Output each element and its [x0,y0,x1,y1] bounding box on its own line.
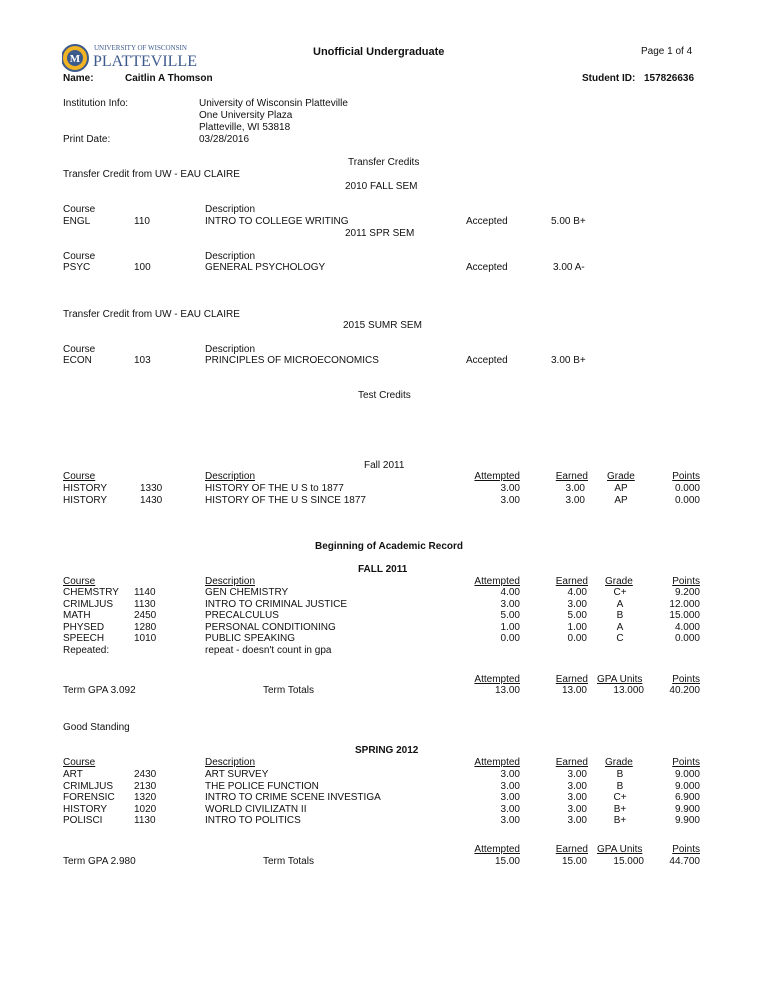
grade-value: A [616,598,624,610]
course-number: 1330 [140,483,163,494]
points-value: 12.000 [669,598,700,610]
attempted-header: Attempted [474,674,520,685]
totals-header-row [0,844,768,856]
description-header: Description [205,344,256,355]
total-points: 44.700 [669,856,700,867]
total-earned: 13.00 [561,685,587,696]
grade-value: B [616,780,624,792]
earned-header: Earned [555,844,588,855]
table-row [0,610,768,622]
svg-text:M: M [69,53,81,65]
grade-value: B [616,769,624,780]
points-header: Points [672,757,700,768]
name-label: Name: [63,73,94,84]
points-header: Points [672,674,700,685]
transfer-sem-1: 2010 FALL SEM [345,181,418,192]
course-subject: MATH [63,610,91,622]
term-totals-row [0,685,768,697]
attempted-header: Attempted [474,844,520,855]
course-number: 2130 [134,780,157,792]
grade-value: C+ [613,587,627,598]
print-date-label: Print Date: [63,134,111,145]
table-row [0,495,768,507]
course-header: Course [63,204,96,215]
course-description: GENERAL PSYCHOLOGY [205,262,326,273]
course-subject: FORENSIC [63,792,115,804]
course-number: 1010 [134,633,157,645]
term-heading-spring-2012: SPRING 2012 [355,745,419,756]
earned-value: 3.00 [567,815,587,827]
transfer-sem-2: 2011 SPR SEM [345,228,415,239]
table-row [0,633,768,645]
earned-header: Earned [555,471,588,482]
table-row [0,804,768,816]
course-number: 1130 [134,815,156,827]
earned-value: 1.00 [567,621,587,633]
description-header: Description [205,757,256,768]
term-totals-row [0,856,768,868]
grade-value: C+ [613,792,627,804]
institution-line2: One University Plaza [199,110,293,121]
course-description: INTRO TO CRIMINAL JUSTICE [205,598,348,610]
grade-value: B+ [613,803,627,815]
earned-header: Earned [555,576,588,587]
document-title: Unofficial Undergraduate [313,46,445,58]
course-description: WORLD CIVILIZATN II [205,803,307,815]
test-credits-heading: Test Credits [358,390,411,401]
transfer-status: Accepted [466,216,508,227]
points-value: 9.200 [674,587,700,598]
grade-header: Grade [605,576,633,587]
course-description: INTRO TO CRIME SCENE INVESTIGA [205,792,381,804]
course-number: 1130 [134,598,156,610]
earned-value: 3.00 [567,598,587,610]
attempted-header: Attempted [474,471,520,482]
attempted-value: 3.00 [500,483,520,494]
earned-header: Earned [555,674,588,685]
student-name: Caitlin A Thomson [125,73,213,84]
points-header: Points [672,471,700,482]
column-header-row [0,471,768,483]
attempted-value: 3.00 [500,803,520,815]
table-row [0,815,768,827]
earned-value: 3.00 [567,780,587,792]
points-header: Points [672,844,700,855]
grade-header: Grade [607,471,635,482]
description-header: Description [205,471,256,482]
points-value: 4.000 [674,621,700,633]
logo-top-text: UNIVERSITY OF WISCONSIN [94,44,187,52]
course-subject: HISTORY [63,495,108,506]
course-number: 1280 [134,621,157,633]
course-description: PRINCIPLES OF MICROECONOMICS [205,355,379,366]
grade-header: Grade [605,757,633,768]
earned-value: 3.00 [567,769,587,780]
student-id-value: 157826636 [644,73,695,84]
points-value: 9.000 [674,769,700,780]
earned-header: Earned [555,757,588,768]
course-description: PRECALCULUS [205,610,279,622]
grade-value: AP [614,495,628,506]
course-subject: HISTORY [63,803,108,815]
course-subject: ENGL [63,216,91,227]
transfer-status: Accepted [466,262,508,273]
transfer-units-grade: 3.00 A- [553,262,585,273]
course-header: Course [63,471,96,482]
transfer-status: Accepted [466,355,508,366]
repeated-note: repeat - doesn't count in gpa [205,645,332,656]
term-gpa: Term GPA 3.092 [63,685,136,696]
earned-value: 5.00 [567,610,587,622]
print-date-value: 03/28/2016 [199,134,250,145]
points-value: 9.000 [674,780,700,792]
course-number: 100 [134,262,151,273]
total-earned: 15.00 [561,856,587,867]
course-number: 2450 [134,610,157,622]
test-credits-term: Fall 2011 [364,460,405,471]
transfer-source-1: Transfer Credit from UW - EAU CLAIRE [63,169,240,180]
course-description: GEN CHEMISTRY [205,587,289,598]
course-subject: ART [63,769,83,780]
transfer-units-grade: 3.00 B+ [551,355,586,366]
page-number: Page 1 of 4 [641,46,693,57]
grade-value: C [616,633,624,645]
transfer-sem-3: 2015 SUMR SEM [343,320,422,331]
student-id-label: Student ID: [582,73,636,84]
attempted-value: 3.00 [500,495,520,506]
attempted-value: 5.00 [500,610,520,622]
table-row [0,781,768,793]
grade-value: B+ [613,815,627,827]
term-gpa: Term GPA 2.980 [63,856,136,867]
course-description: PUBLIC SPEAKING [205,633,296,645]
table-row [0,792,768,804]
points-value: 15.000 [669,610,700,622]
course-subject: PHYSED [63,621,105,633]
table-row [0,599,768,611]
course-subject: PSYC [63,262,91,273]
table-row [0,483,768,495]
column-header-row [0,757,768,769]
term-totals-label: Term Totals [263,685,314,696]
attempted-value: 3.00 [500,792,520,804]
attempted-value: 3.00 [500,769,520,780]
attempted-header: Attempted [474,576,520,587]
table-row [0,769,768,781]
points-value: 6.900 [674,792,700,804]
attempted-value: 3.00 [500,598,520,610]
course-number: 110 [134,216,150,227]
points-value: 0.000 [674,483,700,494]
attempted-header: Attempted [474,757,520,768]
earned-value: 0.00 [567,633,587,645]
course-header: Course [63,251,96,262]
gpa-units-header: GPA Units [597,674,643,685]
course-subject: CRIMLJUS [63,780,114,792]
earned-value: 3.00 [565,483,585,494]
academic-record-heading: Beginning of Academic Record [315,541,463,552]
transfer-credits-heading: Transfer Credits [348,157,420,168]
gpa-units-header: GPA Units [597,844,643,855]
course-subject: SPEECH [63,633,105,645]
course-description: ART SURVEY [205,769,269,780]
table-row [0,622,768,634]
course-description: HISTORY OF THE U S SINCE 1877 [205,495,366,506]
grade-value: A [616,621,624,633]
course-description: INTRO TO COLLEGE WRITING [205,216,349,227]
earned-value: 4.00 [567,587,587,598]
course-subject: ECON [63,355,92,366]
attempted-value: 3.00 [500,780,520,792]
course-number: 103 [134,355,151,366]
total-points: 40.200 [669,685,700,696]
points-header: Points [672,576,700,587]
course-subject: HISTORY [63,483,108,494]
earned-value: 3.00 [567,803,587,815]
transfer-row [0,216,768,228]
university-logo [62,42,197,74]
term-totals-label: Term Totals [263,856,314,867]
course-subject: CRIMLJUS [63,598,114,610]
institution-line1: University of Wisconsin Platteville [199,98,348,109]
description-header: Description [205,576,256,587]
total-attempted: 15.00 [494,856,520,867]
description-header: Description [205,204,256,215]
course-description: INTRO TO POLITICS [205,815,301,827]
course-description: THE POLICE FUNCTION [205,780,319,792]
earned-value: 3.00 [565,495,585,506]
attempted-value: 1.00 [500,621,520,633]
course-description: HISTORY OF THE U S to 1877 [205,483,344,494]
earned-value: 3.00 [567,792,587,804]
course-header: Course [63,757,96,768]
institution-line3: Platteville, WI 53818 [199,122,291,133]
transfer-row [0,262,768,274]
grade-value: B [616,610,624,622]
total-attempted: 13.00 [494,685,520,696]
points-value: 9.900 [674,815,700,827]
institution-label: Institution Info: [63,98,129,109]
total-gpa-units: 13.000 [613,685,644,696]
course-number: 2430 [134,769,157,780]
total-gpa-units: 15.000 [613,856,644,867]
course-number: 1020 [134,803,157,815]
transfer-units-grade: 5.00 B+ [551,216,586,227]
repeated-label: Repeated: [63,645,110,656]
course-header: Course [63,576,96,587]
points-value: 9.900 [674,803,700,815]
transfer-row [0,355,768,367]
course-number: 1430 [140,495,163,506]
transfer-source-2: Transfer Credit from UW - EAU CLAIRE [63,309,240,320]
attempted-value: 3.00 [500,815,520,827]
attempted-value: 0.00 [500,633,520,645]
points-value: 0.000 [674,495,700,506]
course-header: Course [63,344,96,355]
table-row [0,587,768,599]
points-value: 0.000 [674,633,700,645]
grade-value: AP [614,483,628,494]
logo-bottom-text: PLATTEVILLE [93,53,197,70]
course-subject: CHEMSTRY [63,587,119,598]
academic-standing: Good Standing [63,722,130,733]
description-header: Description [205,251,256,262]
course-subject: POLISCI [63,815,103,827]
course-number: 1140 [134,587,156,598]
attempted-value: 4.00 [500,587,520,598]
course-number: 1320 [134,792,157,804]
course-description: PERSONAL CONDITIONING [205,621,336,633]
term-heading-fall-2011: FALL 2011 [358,564,408,575]
